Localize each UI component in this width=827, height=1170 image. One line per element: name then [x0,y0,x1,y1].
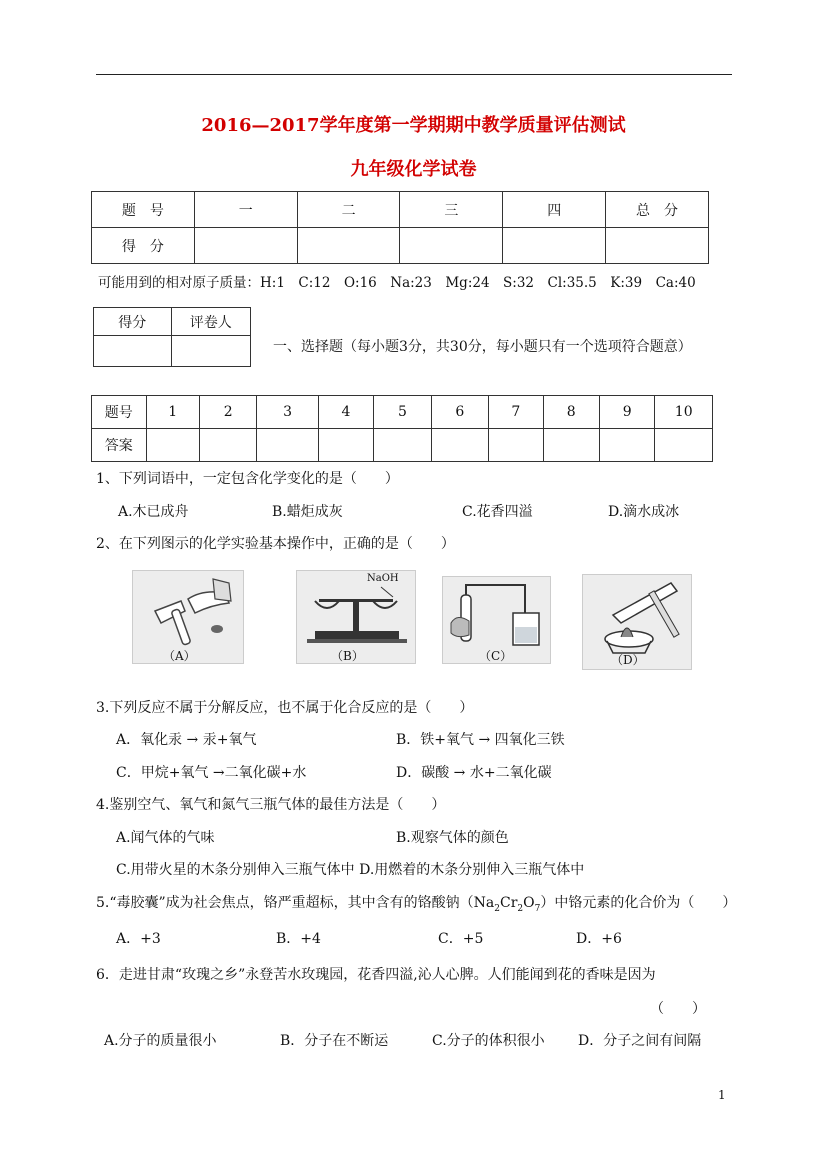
answer-number: 9 [599,396,654,429]
figure-b-label: （B） [331,649,364,663]
score-header-cell: 三 [400,192,503,228]
q6-stem: 6．走进甘肃“玫瑰之乡”永登苦水玫瑰园，花香四溢,沁人心脾。人们能闻到花的香味是因为 [96,967,656,983]
q3-option-d: D．碳酸 → 水+二氧化碳 [396,765,552,781]
answer-cell[interactable] [543,429,599,462]
q5-stem-post: ）中铬元素的化合价为（ ） [540,895,737,911]
q6-option-d: D．分子之间有间隔 [578,1033,702,1049]
exam-subtitle: 九年级化学试卷 [350,159,477,180]
answer-number: 10 [655,396,713,429]
score-cell[interactable] [503,228,606,264]
answer-cell[interactable] [318,429,373,462]
grader-score-cell[interactable] [94,336,172,367]
q2-stem: 2、在下列图示的化学实验基本操作中，正确的是（ ） [96,536,455,552]
answer-number: 6 [431,396,488,429]
grader-table [93,307,251,367]
answer-cell[interactable] [489,429,543,462]
figure-c [442,576,551,664]
q5-stem [96,892,736,914]
score-header-cell: 题 号 [92,192,195,228]
grader-header-score: 得分 [94,308,172,336]
q5-option-c: C．+5 [438,931,484,947]
q3-stem: 3.下列反应不属于分解反应，也不属于化合反应的是（ ） [96,700,474,716]
q3-option-a: A．氧化汞 → 汞+氧气 [116,732,257,748]
figure-c-label: （C） [479,649,513,663]
formula-cr: Cr [500,895,518,911]
q6-option-b: B．分子在不断运 [280,1033,389,1049]
answer-table [91,395,713,462]
q1-option-d: D.滴水成冰 [608,504,680,520]
page-number: 1 [718,1088,726,1102]
figure-a [132,570,244,664]
answer-number: 3 [257,396,318,429]
score-header-cell: 四 [503,192,606,228]
score-cell[interactable] [194,228,297,264]
answer-row-label: 题号 [92,396,147,429]
q6-option-c: C.分子的体积很小 [432,1033,545,1049]
score-row-label: 得 分 [92,228,195,264]
score-header-cell: 二 [297,192,400,228]
q1-option-c: C.花香四溢 [462,504,533,520]
answer-cell[interactable] [146,429,199,462]
score-cell[interactable] [297,228,400,264]
atomic-masses: 可能用到的相对原子质量：H:1 C:12 O:16 Na:23 Mg:24 S:32 Cl:35.5 K:39 Ca:40 [98,275,696,291]
figure-a-label: （A） [163,649,196,663]
answer-cell[interactable] [257,429,318,462]
answer-number: 4 [318,396,373,429]
formula-na: Na [473,895,495,911]
answer-number: 5 [374,396,431,429]
grader-reviewer-cell[interactable] [171,336,251,367]
exam-title: 2016—2017学年度第一学期期中教学质量评估测试 [201,115,626,136]
answer-number: 7 [489,396,543,429]
q3-option-c: C．甲烷+氧气 →二氧化碳+水 [116,765,307,781]
formula-sub: 2 [517,903,524,914]
q6-option-a: A.分子的质量很小 [104,1033,217,1049]
q4-stem: 4.鉴别空气、氧气和氮气三瓶气体的最佳方法是（ ） [96,797,446,813]
naoh-label: NaOH [367,573,399,584]
q5-stem-pre: 5.“毒胶囊”成为社会焦点，铬严重超标，其中含有的铬酸钠（ [96,895,474,911]
formula-sub: 7 [534,903,541,914]
score-header-cell: 一 [194,192,297,228]
answer-cell[interactable] [199,429,256,462]
score-cell[interactable] [400,228,503,264]
answer-cell[interactable] [599,429,654,462]
q5-option-d: D．+6 [576,931,622,947]
formula-o: O [523,895,535,911]
q1-stem: 1、下列词语中，一定包含化学变化的是（ ） [96,471,399,487]
formula-sub: 2 [494,903,501,914]
top-rule [96,74,732,75]
q6-answer-paren: （ ） [650,1001,706,1017]
answer-number: 2 [199,396,256,429]
q4-option-a: A.闻气体的气味 [116,830,215,846]
q4-option-cd: C.用带火星的木条分别伸入三瓶气体中 D.用燃着的木条分别伸入三瓶气体中 [116,862,585,878]
figure-b [296,570,416,664]
score-header-cell: 总 分 [606,192,709,228]
q5-option-a: A．+3 [116,931,161,947]
answer-cell[interactable] [655,429,713,462]
answer-number: 1 [146,396,199,429]
q5-option-b: B．+4 [276,931,321,947]
grader-header-reviewer: 评卷人 [171,308,251,336]
answer-cell[interactable] [431,429,488,462]
q3-option-b: B．铁+氧气 → 四氧化三铁 [396,732,565,748]
answer-cell[interactable] [374,429,431,462]
q1-option-a: A.木已成舟 [118,504,189,520]
q1-option-b: B.蜡炬成灰 [272,504,343,520]
score-cell[interactable] [606,228,709,264]
q4-option-b: B.观察气体的颜色 [396,830,509,846]
answer-number: 8 [543,396,599,429]
answer-row-label: 答案 [92,429,147,462]
section1-title: 一、选择题（每小题3分，共30分，每小题只有一个选项符合题意） [273,339,692,355]
figure-d [582,574,692,670]
figure-d-label: （D） [611,653,645,667]
score-table [91,191,709,264]
